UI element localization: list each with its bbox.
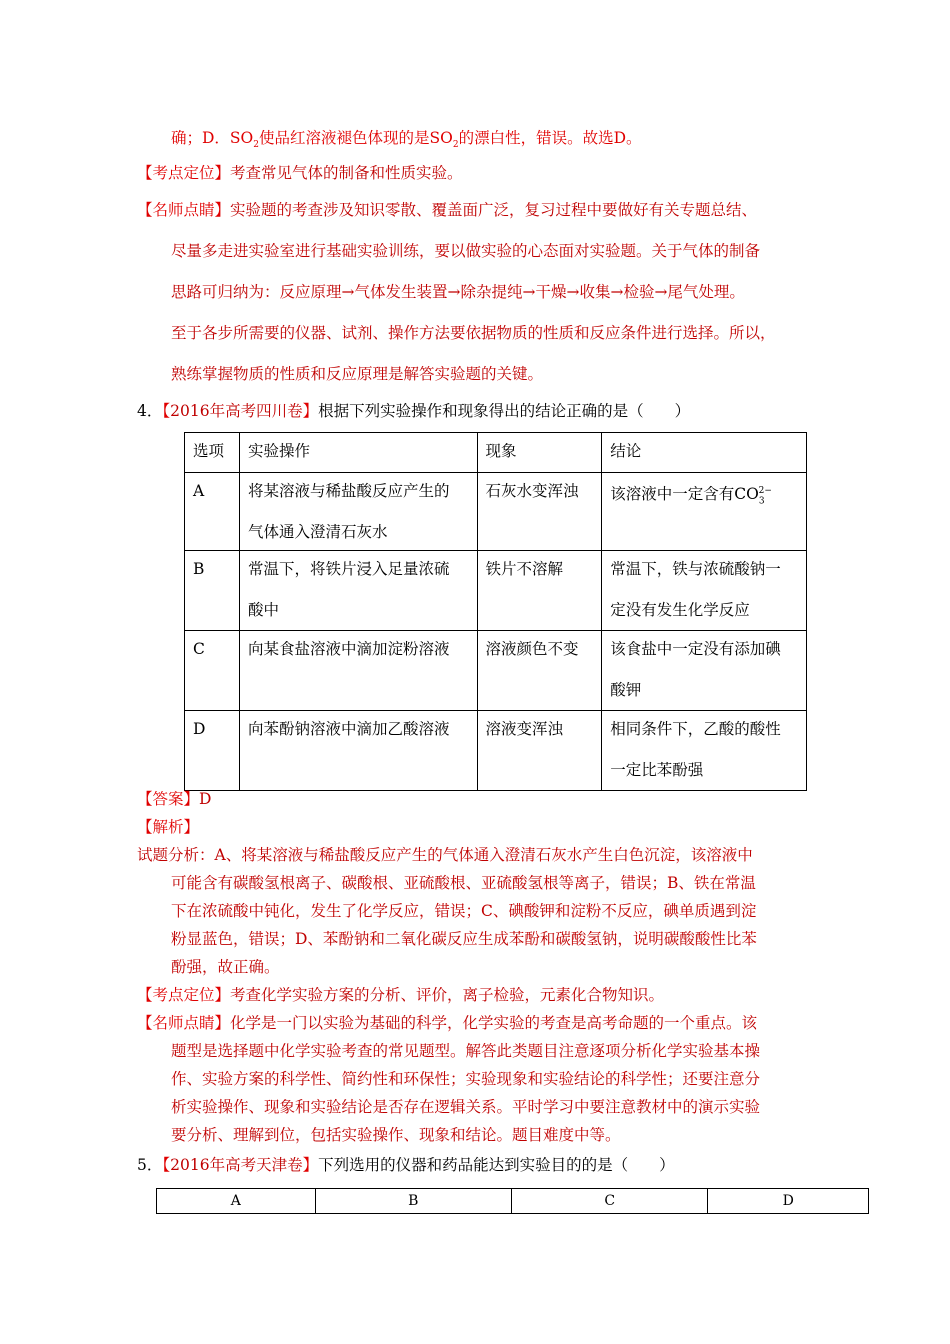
mingshi-1-line-5: 熟练掌握物质的性质和反应原理是解答实验题的关键。 bbox=[171, 365, 544, 383]
row-operation: 向苯酚钠溶液中滴加乙酸溶液 bbox=[239, 711, 477, 791]
header-operation: 实验操作 bbox=[239, 433, 477, 473]
table-row bbox=[185, 711, 807, 791]
table-row bbox=[185, 551, 807, 631]
row-conclusion: 常温下，铁与浓硫酸钠一 定没有发生化学反应 bbox=[602, 551, 807, 631]
row-phenomenon: 石灰水变浑浊 bbox=[477, 473, 602, 551]
row-phenomenon: 铁片不溶解 bbox=[477, 551, 602, 631]
mingshi-1-line-4: 至于各步所需要的仪器、试剂、操作方法要依据物质的性质和反应条件进行选择。所以， bbox=[171, 324, 776, 342]
mingshi-2-line-5: 要分析、理解到位，包括实验操作、现象和结论。题目难度中等。 bbox=[171, 1126, 621, 1144]
row-conclusion: 相同条件下，乙酸的酸性 一定比苯酚强 bbox=[602, 711, 807, 791]
mingshi-1-line-3: 思路可归纳为：反应原理→气体发生装置→除杂提纯→干燥→收集→检验→尾气处理。 bbox=[171, 283, 745, 301]
question-5-stem: 5．【2016年高考天津卷】下列选用的仪器和药品能达到实验目的的是（ ） bbox=[137, 1156, 675, 1174]
question-4-stem: 4．【2016年高考四川卷】根据下列实验操作和现象得出的结论正确的是（ ） bbox=[137, 402, 691, 420]
row-operation: 向某食盐溶液中滴加淀粉溶液 bbox=[239, 631, 477, 711]
row-option: A bbox=[185, 473, 240, 551]
header-conclusion: 结论 bbox=[602, 433, 807, 473]
table-header-row bbox=[185, 433, 807, 473]
kaodian-2: 【考点定位】考查化学实验方案的分析、评价，离子检验，元素化合物知识。 bbox=[137, 986, 665, 1004]
mingshi-1-line-1: 【名师点睛】实验题的考查涉及知识零散、覆盖面广泛，复习过程中要做好有关专题总结、 bbox=[137, 201, 758, 219]
options-header-row bbox=[157, 1189, 869, 1214]
table-row bbox=[185, 631, 807, 711]
analysis-line-1: 试题分析：A、将某溶液与稀盐酸反应产生的气体通入澄清石灰水产生白色沉淀，该溶液中 bbox=[137, 846, 753, 864]
answer-line: 【答案】D bbox=[137, 790, 212, 808]
options-table bbox=[156, 1188, 869, 1214]
analysis-line-4: 粉显蓝色，错误；D、苯酚钠和二氧化碳反应生成苯酚和碳酸氢钠，说明碳酸酸性比苯 bbox=[171, 930, 757, 948]
mingshi-1-line-2: 尽量多走进实验室进行基础实验训练，要以做实验的心态面对实验题。关于气体的制备 bbox=[171, 242, 761, 260]
header-phenomenon: 现象 bbox=[477, 433, 602, 473]
experiment-table bbox=[184, 432, 807, 791]
option-b: B bbox=[315, 1189, 511, 1214]
row-conclusion: 该食盐中一定没有添加碘 酸钾 bbox=[602, 631, 807, 711]
option-a: A bbox=[157, 1189, 316, 1214]
mingshi-2-line-2: 题型是选择题中化学实验考查的常见题型。解答此类题目注意逐项分析化学实验基本操 bbox=[171, 1042, 761, 1060]
option-d: D bbox=[708, 1189, 869, 1214]
header-option: 选项 bbox=[185, 433, 240, 473]
row-phenomenon: 溶液变浑浊 bbox=[477, 711, 602, 791]
analysis-heading: 【解析】 bbox=[137, 818, 200, 836]
row-operation: 将某溶液与稀盐酸反应产生的 气体通入澄清石灰水 bbox=[239, 473, 477, 551]
mingshi-2-line-1: 【名师点睛】化学是一门以实验为基础的科学，化学实验的考查是高考命题的一个重点。该 bbox=[137, 1014, 758, 1032]
analysis-line-5: 酚强，故正确。 bbox=[171, 958, 280, 976]
row-phenomenon: 溶液颜色不变 bbox=[477, 631, 602, 711]
mingshi-2-line-3: 作、实验方案的科学性、简约性和环保性；实验现象和实验结论的科学性；还要注意分 bbox=[171, 1070, 761, 1088]
mingshi-2-line-4: 析实验操作、现象和实验结论是否存在逻辑关系。平时学习中要注意教材中的演示实验 bbox=[171, 1098, 761, 1116]
analysis-line-3: 下在浓硫酸中钝化，发生了化学反应，错误；C、碘酸钾和淀粉不反应，碘单质遇到淀 bbox=[171, 902, 757, 920]
analysis-line-2: 可能含有碳酸氢根离子、碳酸根、亚硫酸根、亚硫酸氢根等离子，错误；B、铁在常温 bbox=[171, 874, 756, 892]
row-option: C bbox=[185, 631, 240, 711]
prev-answer-conclusion: 确；D．$SO_2$使品红溶液褪色体现的是$SO_2$的漂白性，错误。故选D。 bbox=[171, 129, 642, 151]
row-operation: 常温下，将铁片浸入足量浓硫 酸中 bbox=[239, 551, 477, 631]
kaodian-1: 【考点定位】考查常见气体的制备和性质实验。 bbox=[137, 164, 463, 182]
table-row bbox=[185, 473, 807, 551]
row-conclusion: 该溶液中一定含有$CO_3^{2-}$ bbox=[602, 473, 807, 551]
row-option: D bbox=[185, 711, 240, 791]
row-option: B bbox=[185, 551, 240, 631]
option-c: C bbox=[511, 1189, 707, 1214]
